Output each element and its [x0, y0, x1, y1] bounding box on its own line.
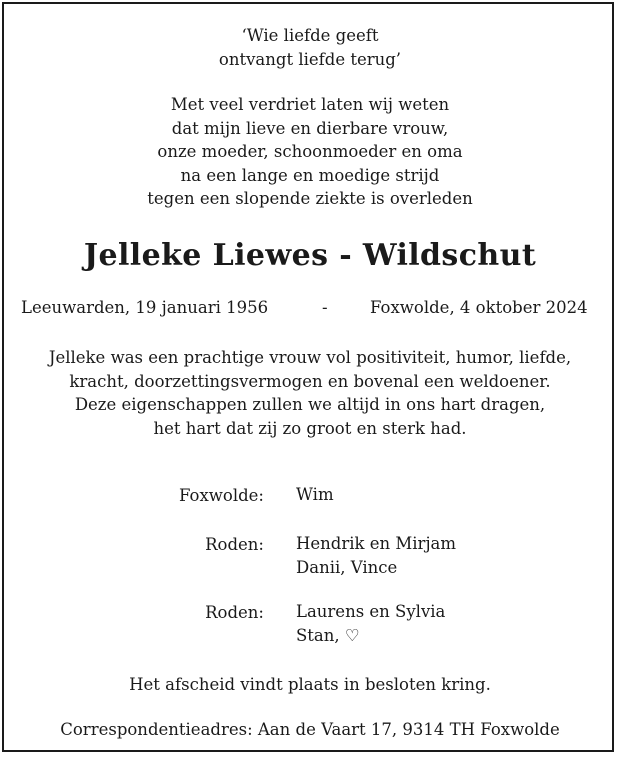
relative-name: Wim — [296, 485, 334, 504]
quote-line: ‘Wie liefde geeft — [241, 26, 379, 45]
correspondence-address: Correspondentieadres: Aan de Vaart 17, 9314 TH Foxwolde — [60, 720, 560, 739]
relative-name: Danii, Vince — [296, 558, 398, 577]
intro-line: tegen een slopende ziekte is overleden — [147, 189, 473, 208]
relative-names — [296, 600, 445, 648]
relative-place: Roden: — [205, 535, 264, 554]
deceased-name: Jelleke Liewes - Wildschut — [83, 238, 537, 273]
relative-names — [296, 483, 334, 507]
quote-line: ontvangt liefde terug’ — [218, 49, 402, 69]
relative-name: Hendrik en Mirjam — [296, 534, 457, 553]
date-separator: - — [322, 298, 328, 317]
relative-names — [296, 532, 456, 580]
intro-line: Met veel verdriet laten wij weten — [170, 95, 450, 114]
relative-name: Stan, ♡ — [296, 626, 360, 645]
birth-info: Leeuwarden, 19 januari 1956 — [21, 298, 269, 317]
intro-line: dat mijn lieve en dierbare vrouw, — [171, 118, 449, 138]
tribute-line: het hart dat zij zo groot en sterk had. — [153, 418, 467, 438]
intro-block — [0, 93, 620, 211]
tribute-line: Jelleke was een prachtige vrouw vol positiviteit, humor, liefde, — [48, 348, 572, 367]
relative-name: Laurens en Sylvia — [296, 602, 446, 621]
farewell-note: Het afscheid vindt plaats in besloten kring. — [129, 675, 491, 694]
intro-line: na een lange en moedige strijd — [180, 165, 440, 185]
tribute-line: kracht, doorzettingsvermogen en bovenal een weldoener. — [69, 371, 551, 391]
intro-line: onze moeder, schoonmoeder en oma — [157, 142, 463, 161]
relative-place: Foxwolde: — [178, 486, 264, 505]
death-info: Foxwolde, 4 oktober 2024 — [370, 298, 588, 317]
relative-place: Roden: — [205, 603, 264, 622]
tribute-block — [0, 346, 620, 440]
quote-block — [0, 24, 620, 71]
tribute-line: Deze eigenschappen zullen we altijd in ons hart dragen, — [74, 395, 546, 414]
